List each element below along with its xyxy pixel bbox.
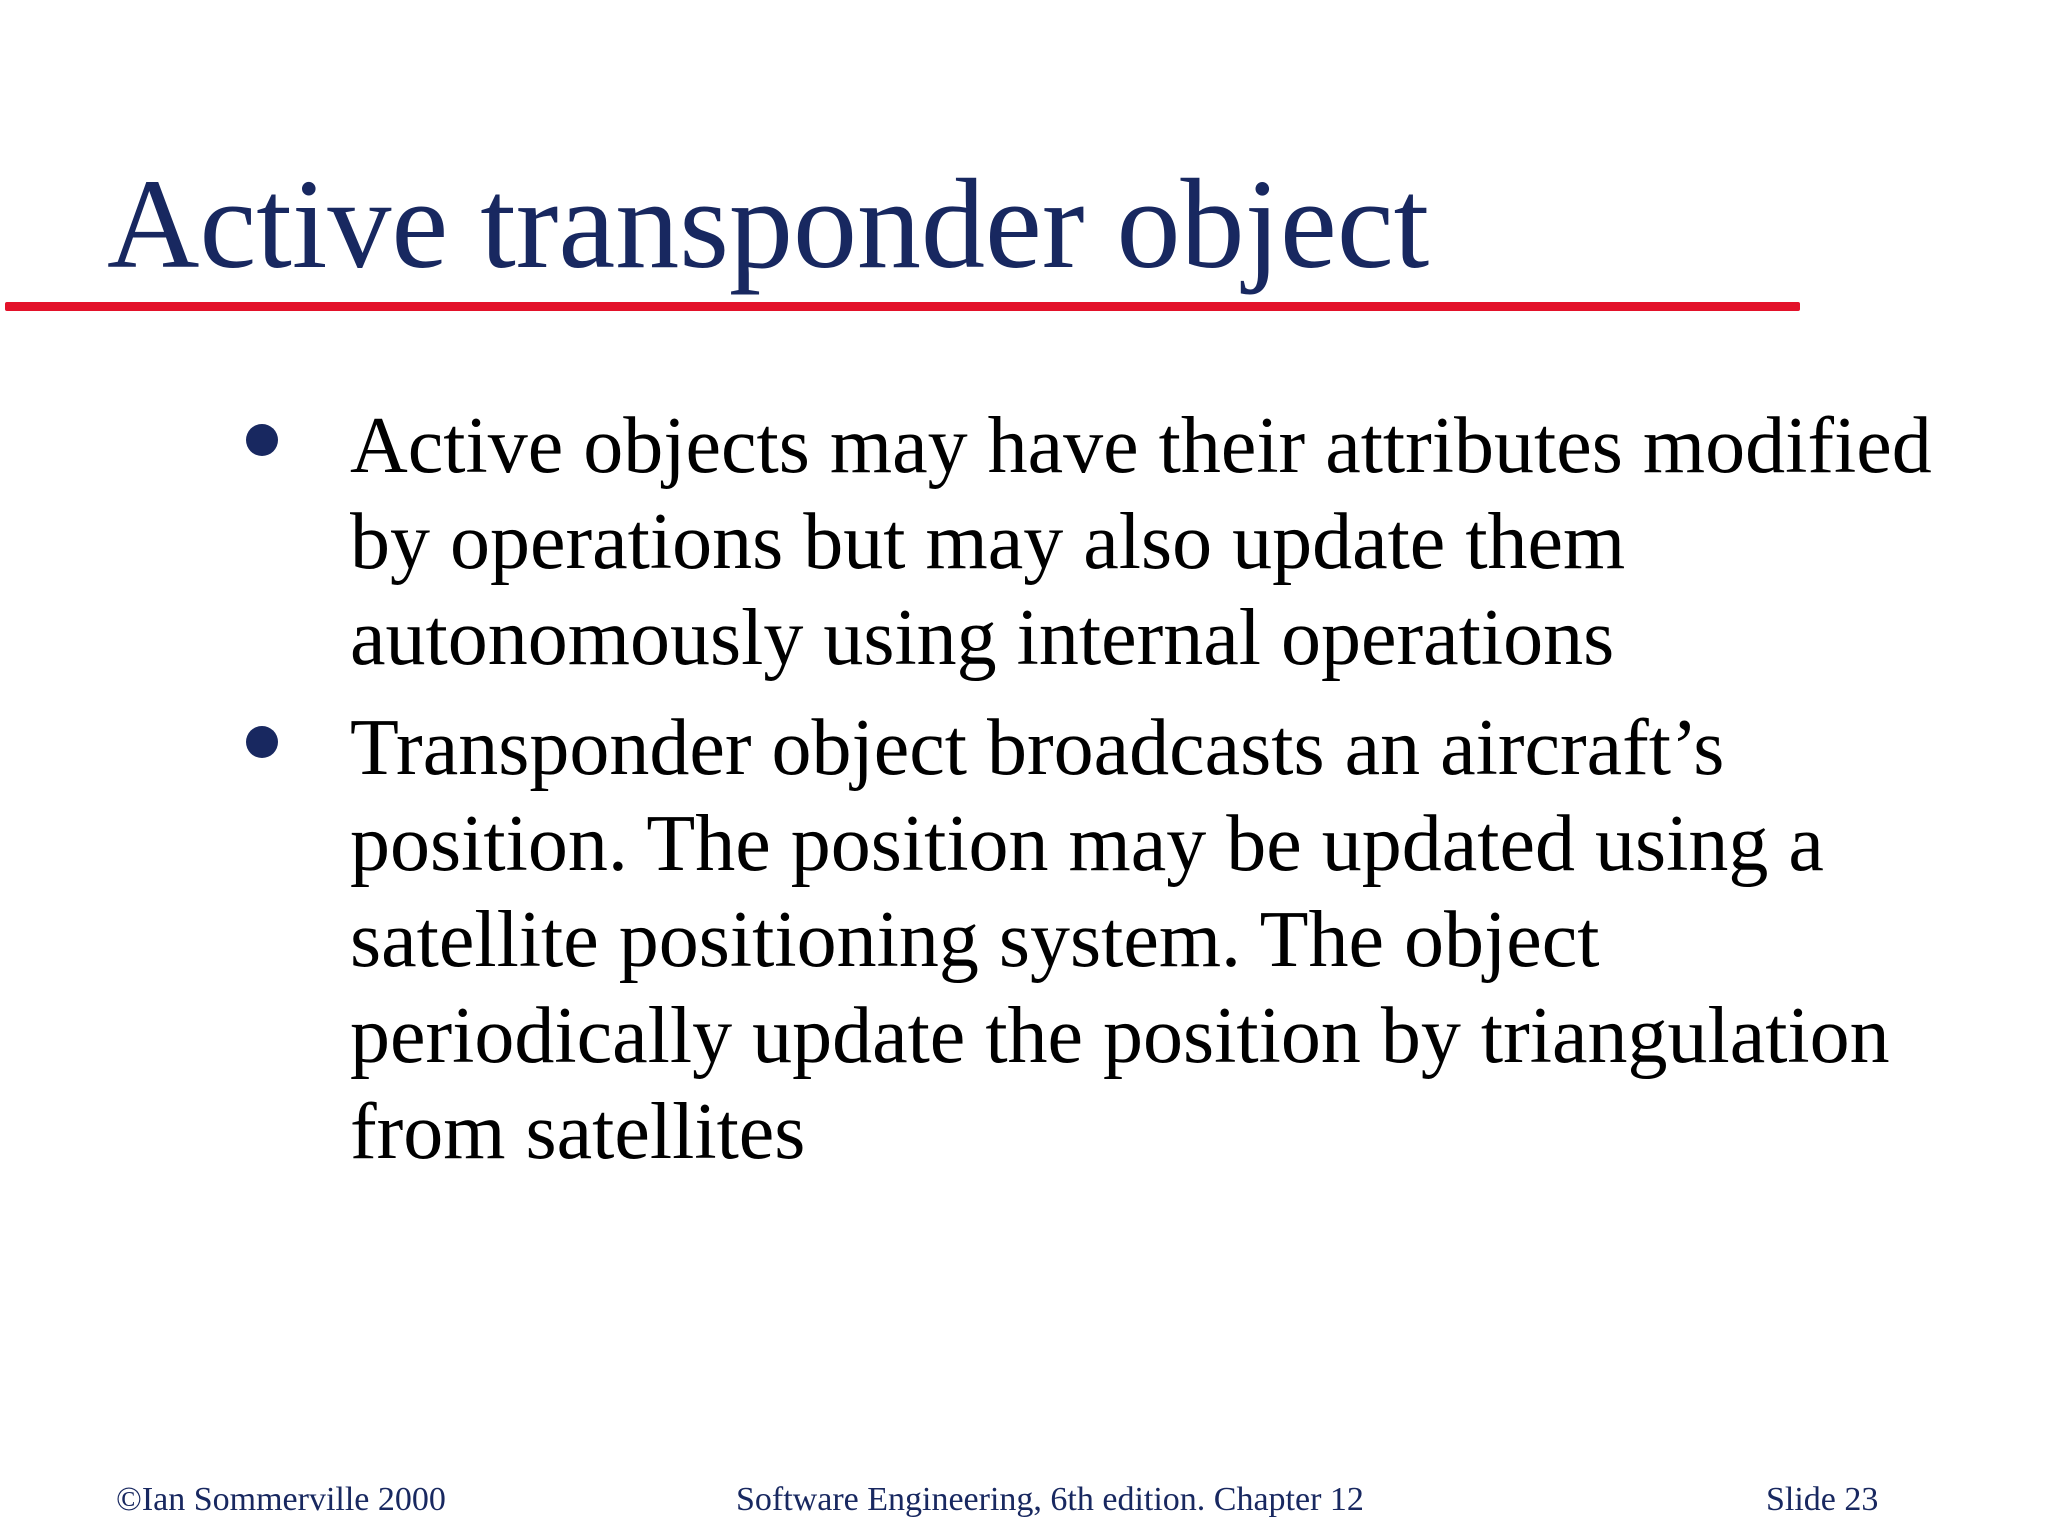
bullet-line: position. The position may be updated using a (350, 800, 1824, 888)
bullet-item (240, 398, 1940, 686)
bullet-line: autonomously using internal operations (350, 594, 1615, 682)
bullet-list (240, 398, 1940, 1194)
bullet-line: Active objects may have their attributes modified (350, 402, 1932, 490)
bullet-line: from satellites (350, 1088, 806, 1176)
footer-copyright: ©Ian Sommerville 2000 (116, 1481, 446, 1518)
bullet-line: satellite positioning system. The object (350, 896, 1600, 984)
bullet-line: by operations but may also update them (350, 498, 1626, 586)
footer-slide-number: Slide 23 (1766, 1481, 1879, 1518)
bullet-dot-icon (246, 424, 278, 456)
bullet-dot-icon (246, 726, 278, 758)
footer-book-title: Software Engineering, 6th edition. Chapter 12 (736, 1481, 1364, 1518)
bullet-item (240, 700, 1940, 1180)
slide-title: Active transponder object (107, 153, 1430, 295)
title-underline (5, 302, 1800, 311)
bullet-line: periodically update the position by triangulation (350, 992, 1890, 1080)
bullet-line: Transponder object broadcasts an aircraft’s (350, 704, 1725, 792)
